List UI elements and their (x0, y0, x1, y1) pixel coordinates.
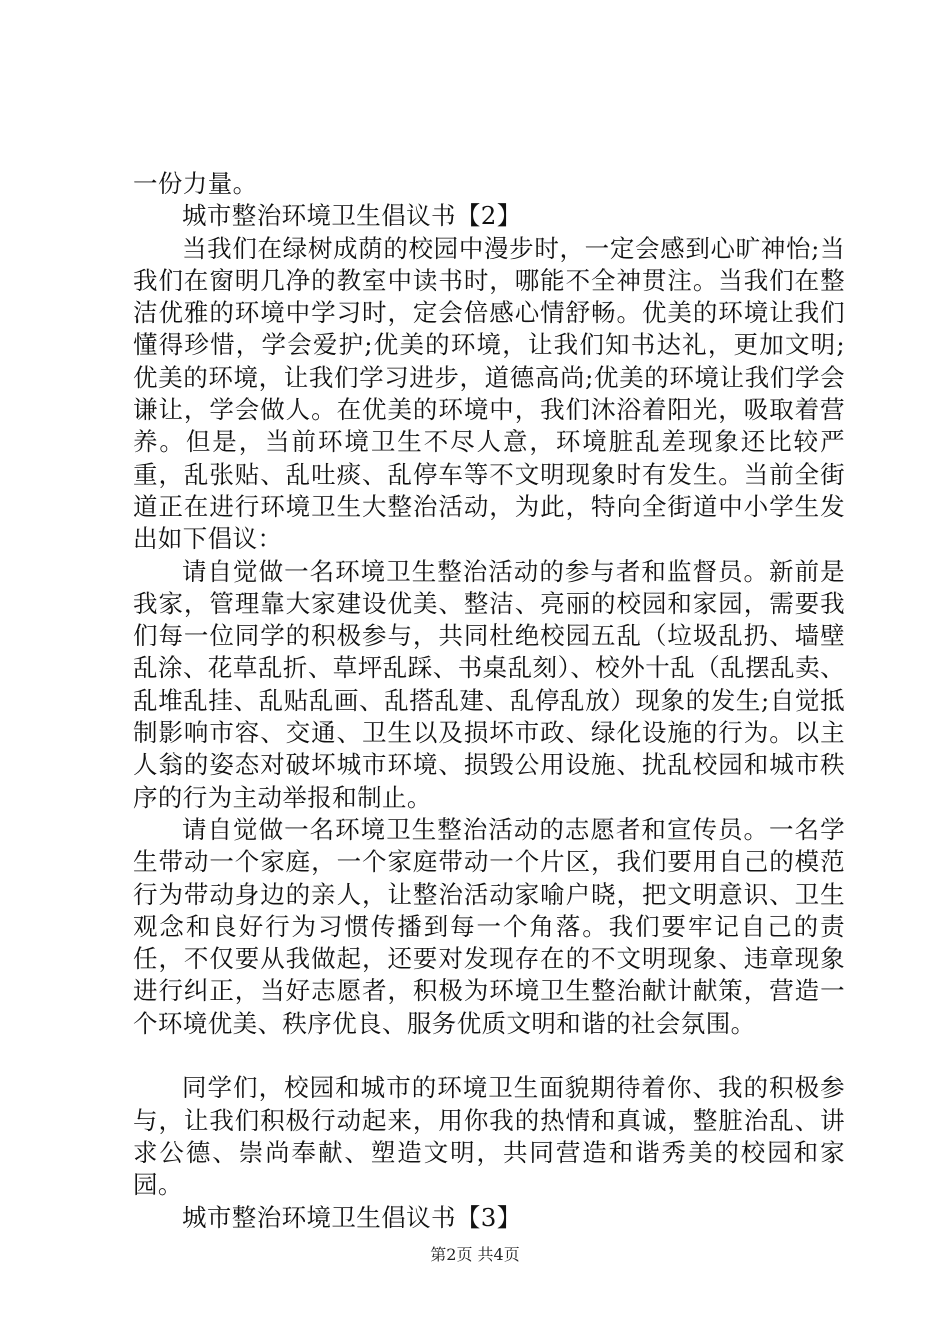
section-heading: 城市整治环境卫生倡议书【2】 (182, 201, 522, 231)
body-paragraph: 当我们在绿树成荫的校园中漫步时，一定会感到心旷神怡;当我们在窗明几净的教室中读书时，哪能不全神贯注。当我们在整洁优雅的环境中学习时，定会倍感心情舒畅。优美的环境让我们懂得珍惜，学会爱护;优美的环境，让我们知书达礼，更加文明;优美的环境，让我们学习进步，道德高尚;优美的环境让我们学会谦让，学会做人。在优美的环境中，我们沐浴着阳光，吸取着营养。但是，当前环境卫生不尽人意，环境脏乱差现象还比较严重，乱张贴、乱吐痰、乱停车等不文明现象时有发生。当前全街道正在进行环境卫生大整治活动，为此，特向全街道中小学生发出如下倡议： (133, 233, 845, 554)
body-paragraph: 请自觉做一名环境卫生整治活动的参与者和监督员。新前是我家，管理靠大家建设优美、整洁、亮丽的校园和家园，需要我们每一位同学的积极参与，共同杜绝校园五乱（垃圾乱扔、墙壁乱涂、花草乱折、草坪乱踩、书桌乱刻）、校外十乱（乱摆乱卖、乱堆乱挂、乱贴乱画、乱搭乱建、乱停乱放）现象的发生;自觉抵制影响市容、交通、卫生以及损坏市政、绿化设施的行为。以主人翁的姿态对破坏城市环境、损毁公用设施、扰乱校园和城市秩序的行为主动举报和制止。 (133, 556, 845, 812)
page-number-footer: 第2页 共4页 (430, 1245, 520, 1264)
document-body (133, 168, 845, 1234)
continuation-paragraph: 一份力量。 (133, 169, 258, 198)
body-paragraph: 同学们，校园和城市的环境卫生面貌期待着你、我的积极参与，让我们积极行动起来，用你我的热情和真诚，整脏治乱、讲求公德、崇尚奉献、塑造文明，共同营造和谐秀美的校园和家园。 (133, 1073, 845, 1200)
blank-line (133, 1040, 845, 1072)
section-heading: 城市整治环境卫生倡议书【3】 (182, 1202, 522, 1232)
body-paragraph: 请自觉做一名环境卫生整治活动的志愿者和宣传员。一名学生带动一个家庭，一个家庭带动一个片区，我们要用自己的模范行为带动身边的亲人，让整治活动家喻户晓，把文明意识、卫生观念和良好行为习惯传播到每一个角落。我们要牢记自己的责任，不仅要从我做起，还要对发现存在的不文明现象、违章现象进行纠正，当好志愿者，积极为环境卫生整治献计献策，营造一个环境优美、秩序优良、服务优质文明和谐的社会氛围。 (133, 814, 845, 1038)
